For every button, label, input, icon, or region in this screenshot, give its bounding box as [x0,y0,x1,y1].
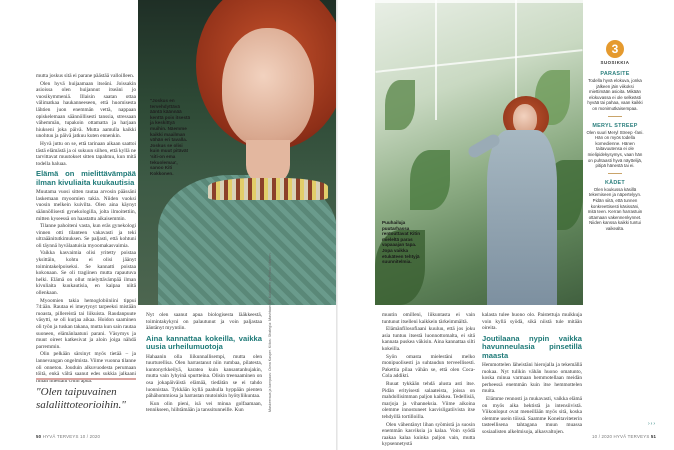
leaf-shape [385,80,415,130]
intro-paragraph: Hyvä juttu on se, että tarinaan aikaan saattoi tästä elämästä ja oi sukuun siihen, että kyllä ne tarvittavat muutokset sitten tapahtuu, kun mitä todella haluaa. [36,140,136,167]
photo-caption: Puuhailuja puutarhassa rentouttavat Kitin mieleltä paras vapaaajan tapa. Jopa vaikka etukäteen tehtyjä suunnitelmia. [382,220,421,265]
body-paragraph: Olin pelkään särsinyt myös tietää – ja lannevangan ongelmista. Viime vuonna tilanne oli onneton. Jouduin alkuvuodesta perumaan töitä, enkä vältä saanut edes sukkia jalkaani ilman miestäni Ollin apua. [36,351,136,384]
sweater-shape [487,130,557,305]
page-footer-right [592,434,656,439]
face-shape [222,28,314,148]
body-paragraph: Vaikka kasvaimia olisi yritetty poistaa yksittäin, kohtu ei olisi jäänyt toimintakelpoiseksi. Se kannatti poistaa kokonaan. Se oli tragiinen mutta rapautuva helki. Elämä on ollut mielyttävämpää ilman kivuliaita kuukautisia, en kaipaa niitä ollenkaan. [36,250,136,297]
body-paragraph: Myoomien takia hemoglobiiniini tippui 74:ään. Rautaa ei imeytynyt tarpeeksi mistään ruoasta, pillereistä tai liikuista. Raudanpuute väsytti, se oli kurjaa aikaa. Hoidon saaminen oli työn ja tuskan takana, mutta kun sain rautaa suoneen, elämänlaatuni parani. Väsymys ja muut oireet katkesivat ja aloin joiga nähdä parremmin. [36,297,136,350]
photo-credit: Maskeeraus ja kampaus: Oona Kasper. Kiitos: Strategia: Mashtaan Kiti Kokkonen ja Pirkko Viitanen. [268,252,272,412]
page-footer-left [36,434,100,439]
favorite-item [586,71,644,117]
left-text-column [36,73,136,385]
divider [608,173,622,174]
left-text-column-2 [146,312,262,415]
favorite-text: Olen koukussa käsillä tekemiseen ja näpertelyyn. Pidän siitä, että tunnen konkreettisesti käsissäni, mitä teen. Kerran harrastuin ottamaan vakennenkynnet. Niiden kanssa kaikki tuntui vaikealta. [587,186,643,231]
body-paragraph: Muutama vuosi sitten rautaa arvosin päässäni laskemaan myoomien takia. Niiden vuoksi vuosin melkein kuivilta. Olen aina käynyt säännöllisesti gynekologilla, jolta ilmoitettiin, mitten kyseessä on haastattu aikaisemmin. [36,189,136,222]
number-badge: 3 [606,40,624,58]
divider [608,116,622,117]
body-paragraph: kalasta tulee huono olo. Paistettuja muikkuja voin kyllä syödä, sikä niistä tule mitään oireita. [482,312,582,332]
favorite-title: PARASITE [600,71,630,77]
section-heading: Elämä on mielittävämpää ilman kivuliaita kuukautisia [36,169,136,187]
pull-quote-text: "Olen taipuvainen salaliittoteorioihin." [36,386,126,411]
body-paragraph: Elämme rennosti ja mukavasti, vaikka elämä on myös aika hektistä ja intensiivistä. Viikonloput ovat meneillään myös sitä, koska olemme usein töissä. Saamme Koneitaviteterin tasteellisena tahtagana muun muassa sosiaalisten alkelmisoja, alkasvaltojen. [482,395,582,435]
body-paragraph: Tilanne pahoiteni vasta, kun eräs gynekologi vinnen otti tilanteen vakavasti ja teki ultraäänitutkimuksen. Se paljasti, että kohtuni oli täynnä hyvälaatuisia myoomakasvaimia. [36,223,136,249]
page-number: 50 [36,434,42,439]
favorite-text: Todella hyvä elokuva, jonka jälkeen jäin viikoksi miettimään asioita. Mikään elokuvassa ei ole selkeästi hyvää tai pahaa, vaan kaikki on monimutkaisempaa. [587,78,643,111]
collar-pattern [208,178,328,200]
photo-caption: "Joskus en tervehdyttävä ääntä käännää kenttä pois itsestä ja keskittyä muihin. Näemme kaikki maailman vähän eri tavalla. Joskus se olisi kuin muut pitävät 'siti-on ema tekuolemaa', sanoo Kiti Kokkonen. [150,98,191,176]
issue-label: 10 / 2020 [80,434,101,439]
body-paragraph: Kun olin pieni, isä vei minua golfaamaan, tennikseen, hiihtämään ja tanssitunneille. Kun [146,400,262,414]
body-paragraph: muutin omilleni, liikuntasta ei vain tuntunut itselleni kaikkein tärkeimmältä. [382,312,475,325]
leaf-shape [410,150,450,210]
greenhouse-frame [435,0,437,120]
intro-paragraph: mutta joskus sitä ei parane päästää valloilleen. [36,73,135,79]
favorites-sidebar [586,40,644,231]
section-heading: Joutilaana nypin vaikka havunneulasia pinsetillä maasta [482,333,582,360]
greenhouse-frame [375,0,583,3]
body-paragraph: Nyt olen saanut apua biologisesta lääkkeestä, toimintakykyni on palautunut ja voin paljastaa ääntänyt myyntiin. [146,312,262,332]
favorite-title: MERYL STREEP [592,122,638,129]
magazine-name: HYVÄ TERVEYS [42,434,79,439]
continue-arrows: ››› [648,421,656,427]
badge-label: SUOSIKKIA [600,60,630,65]
page-number: 51 [650,434,657,439]
body-paragraph: Elämänfilosofiaani kuuluu, että jos joku asia tuntuu itsestä luonnottomalta, ei sitä kannata puskea väkisin. Aina kannattaa silti kokeilla. [382,326,475,352]
issue-label: 10 / 2020 [592,434,613,439]
favorite-item [586,123,644,174]
favorite-item [586,180,644,232]
body-paragraph: Syön omasta mielestäni melko monipuolisesti ja suhtaudun terveellisesti. Pakettia pilaa vähän se, että olen Coca-Cola addikti. [382,353,475,380]
favorite-text: Olen suuri Meryl Streep -fani. Hän on myös todella komedienne. Hänen taitavuutensa ei ole mielipidekysymys, vaan hän on puhtaasti hyvä näyttelijä, pitipä hänestä tai ei. [586,129,644,169]
body-paragraph: Hahaanin olla liikunnallisempi, mutta olen tuurturellisa. Olen harrastanut niin rumbaa, pilatesta, kuntonyrkkeilyä, karatea kuin kansantanhujakin, mutta vain lyhyinä spurtteina. Olisin treenaaminen on osa jokapäiväistä elämää, tiedätän se ei tahdo luonnistaa. Tykkään kyllä paahulla hyppään pienten pähähommiosa ja harrastan mutoinkin hyötyliikuntaa. [146,353,262,400]
intro-paragraph: Olen hyvä huijaamaan itseäni. Joissakin asioissa olen huijannut itseäni jo vuosikymmeniä. Illaisin saatan ottaa välimatkaa haukanneeseen, että huomisesta lähtien juon enemmän vettä, nappaan opiskelemaan säännöllisesti tanssia, stressaan vähemmän, tupakoin ottamatta ja harjaan hiukseni joka päivä. Mutta aamulla kaikki unohtuu ja päivä jatkuu kuten ennenkin. [36,80,136,140]
section-heading: Aina kannattaa kokeilla, vaikka uusia urheilumuotoja [146,333,262,352]
body-paragraph: Olen vähentänyt lihan syömistä ja suosin enemmän kasviksia ja kalaa. Voin syödä raakaa kalaa kuinka paljon vain, mutta kypsennetystä [382,421,475,448]
favorite-title: KÄDET [604,179,626,186]
right-text-column-1 [382,312,475,449]
right-text-column-2 [482,312,582,437]
pull-quote [36,378,136,412]
body-paragraph: Hemmottelen läheistäni hierojalla ja tekemällä ruokaa. Nyt tulikin vähän huono omatunto, koska minua varmaan hemmotellaan meidän perheessä enemmän kuin itse hemmottelen muita. [482,362,582,395]
magazine-name: HYVÄ TERVEYS [613,434,650,439]
body-paragraph: Ruuat tykkään tehdä alusta asti itse. Pidän erityisesti salaateista, joissa on mahdollisimman paljon kaikkea. Tedellisiä, marjoja ja vihanneksia. Viime aikoina olemme innostuneet kasvisligatiivista itse tehdyillä tortilloilla. [382,380,475,420]
